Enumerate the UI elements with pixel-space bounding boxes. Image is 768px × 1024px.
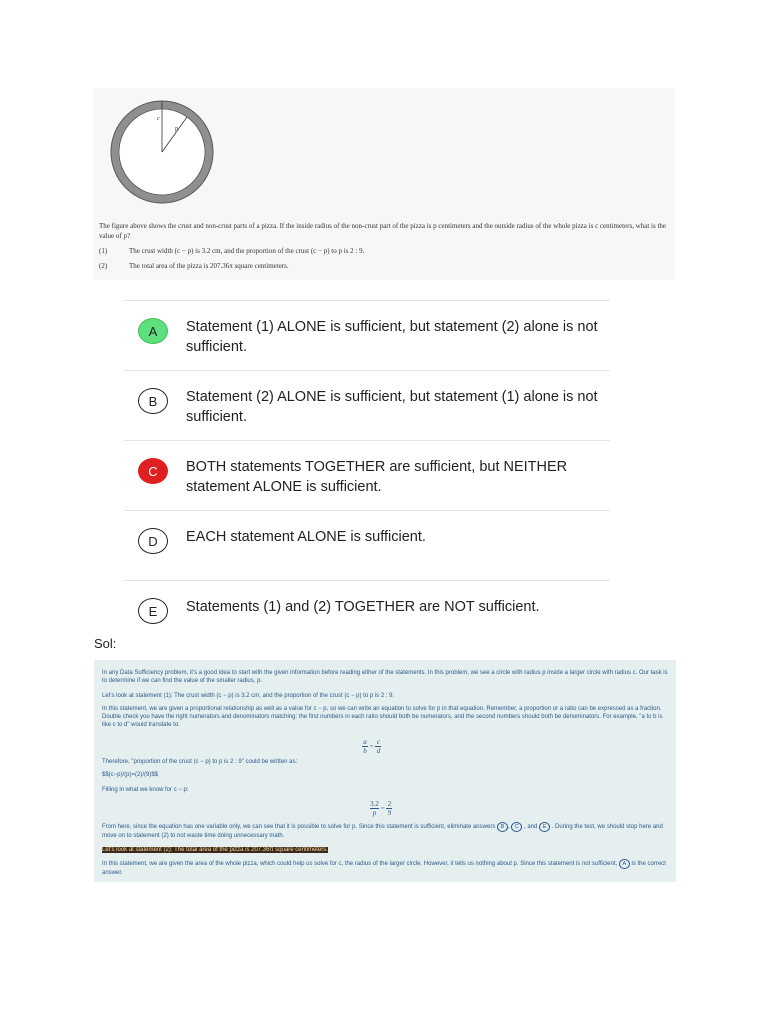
eq2-right-den: 9 [387,809,392,817]
eq2-right-num: 2 [387,800,392,808]
choice-e-text: Statements (1) and (2) TOGETHER are NOT sufficient. [186,599,540,615]
choice-a-badge[interactable]: A [138,318,168,344]
choice-e-badge[interactable]: E [138,598,168,624]
solution-p2: Let's look at statement (1): The crust width (c − p) is 3.2 cm, and the proportion of the crust (c − p) to p is 2 : 9. [102,693,395,699]
statement-1-text: The crust width (c − p) is 3.2 cm, and the proportion of the crust (c − p) to p is 2 : 9. [129,247,365,255]
solution-p7c: , and [524,824,538,830]
solution-p7: From here, since the equation has one variable only, we can see that it is possible to solve for p. Since this statement is sufficient, eliminate answers B , C , and E . During the test, we should stop here and move on to statement (2) to not waste time doing unnecessary math. [102,824,663,839]
choice-d-badge[interactable]: D [138,528,168,554]
solution-p7a: From here, since the equation has one variable only, we can see that it is possible to solve for p. Since this statement is sufficient, eliminate answers [102,824,496,830]
statement-2-num: (2) [99,261,108,270]
choice-d[interactable] [124,510,610,580]
solution-p9a: In this statement, we are given the area of the whole pizza, which could help us solve for c, the radius of the larger circle. However, it tells us nothing about p. Since this statement is not sufficient, [102,861,618,867]
eq1-right-den: d [376,747,381,755]
elim-b-badge: B [497,822,508,832]
choice-e[interactable] [124,580,610,650]
solution-p8-highlight: Let's look at statement (2): The total area of the pizza is 207.36π square centimeters. [102,847,328,853]
label-p: p [175,126,178,132]
answer-a-badge: A [619,859,630,869]
choice-b-badge[interactable]: B [138,388,168,414]
question-stem: The figure above shows the crust and non-crust parts of a pizza. If the inside radius of the non-crust part of the pizza is p centimeters and the outside radius of the whole pizza is c centimeters, what is the value of p? [99,222,667,240]
eq2-left-den: p [372,809,377,817]
solution-p4: Therefore, "proportion of the crust (c − p) to p is 2 : 9" could be written as: [102,759,298,765]
answer-choices [124,300,610,650]
choice-a-text: Statement (1) ALONE is sufficient, but statement (2) alone is not sufficient. [186,319,598,355]
solution-p5: $$(c−p)/(p)=(2)/(9)$$ [102,772,159,778]
statement-1-num: (1) [99,247,108,255]
solution-p9 [102,859,668,877]
solution-p8 [102,846,328,854]
equation-1: $\frac{a}{b}$ = $\frac{c}{d}$ [363,738,381,755]
solution-p1: In any Data Sufficiency problem, it's a good idea to start with the given information before reading either of the statements. In this problem, we see a circle with radius p inside a larger circle with radius c. Our task is to determine if we can find the value of the smaller radius, p. [102,670,668,684]
eq1-right-num: c [376,738,380,746]
solution-p9b: is the correct answer. [102,861,666,876]
statement-2 [99,262,669,272]
equation-2: $\frac{3.2}{p}$ = $\frac{2}{9}$ [370,800,392,817]
choice-d-text: EACH statement ALONE is sufficient. [186,529,426,545]
question-text [99,222,669,271]
choice-c-text: BOTH statements TOGETHER are sufficient, but NEITHER statement ALONE is sufficient. [186,459,568,495]
choice-b-text: Statement (2) ALONE is sufficient, but statement (1) alone is not sufficient. [186,389,598,425]
eq1-left-num: a [363,738,367,746]
question-panel [94,88,674,280]
elim-c-badge: C [511,822,522,832]
choice-c-badge[interactable]: C [138,458,168,484]
solution-p7d: . During the test, we should stop [551,824,638,830]
eq1-left-den: b [363,747,367,755]
solution-p3: In this statement, we are given a proportional relationship as well as a value for c − p, so we can write an equation to solve for p in that equation. Remember, a proportion or a ratio can be expressed as a fraction. Double check you have the right numerators and denominators matching: the first numbers in each ratio should both be numerators, and the second numbers should both be denominators. For example, "a to b is like c to d" would translate to: [102,706,663,728]
elim-e-badge: E [539,822,550,832]
eq2-left-num: 3.2 [370,800,379,808]
label-c: c [157,116,160,122]
choice-b[interactable] [124,370,610,440]
solution-label: Sol: [94,636,117,651]
choice-a[interactable] [124,300,610,370]
solution-panel [94,660,676,882]
pizza-figure [108,98,216,206]
solution-p7b: here and move on to statement (2) to not waste time doing unnecessary math. [102,824,663,839]
solution-p6: Filling in what we know for c − p: [102,787,189,793]
statement-2-text: The total area of the pizza is 207.36π square centimeters. [129,261,289,270]
statement-1 [99,247,669,257]
choice-c[interactable] [124,440,610,510]
